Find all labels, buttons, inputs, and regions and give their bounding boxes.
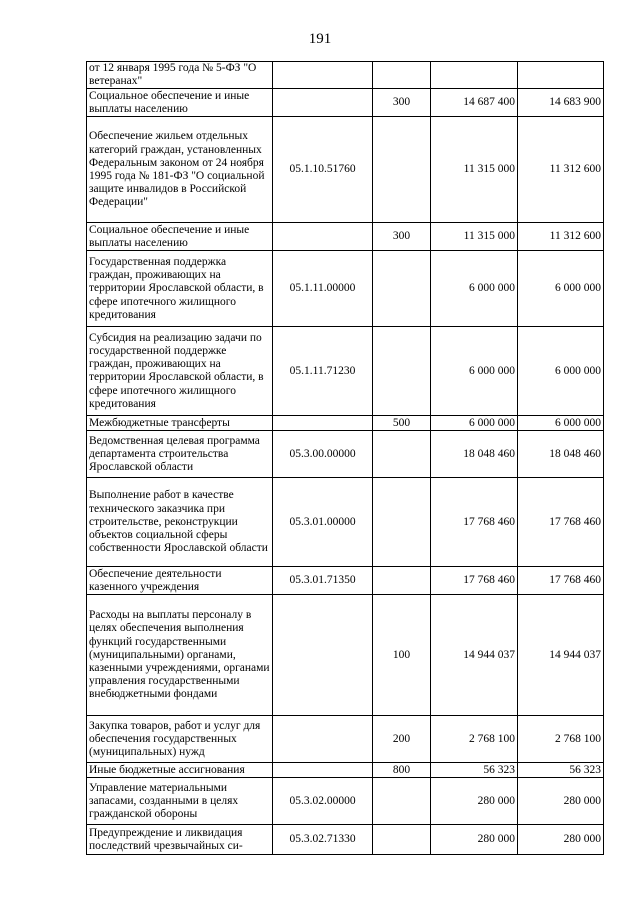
- expense-type-code: [373, 825, 431, 855]
- expense-type-code: [373, 251, 431, 327]
- expense-type-code: [373, 327, 431, 416]
- expense-type-code: [373, 567, 431, 595]
- program-code: [273, 763, 373, 778]
- program-code: [273, 89, 373, 117]
- item-name: Социальное обеспечение и иные выплаты населению: [87, 89, 273, 117]
- amount-1: 2 768 100: [431, 716, 518, 763]
- table-row: [87, 763, 604, 778]
- amount-1: 280 000: [431, 778, 518, 825]
- program-code: [273, 416, 373, 431]
- item-name: Расходы на выплаты персоналу в целях обеспечения выполнения функций государственными (муниципальными) органами, казенными учреждениями, органами управления государственными внебюджетными фондами: [87, 595, 273, 716]
- amount-1: 14 687 400: [431, 89, 518, 117]
- expense-type-code: 300: [373, 89, 431, 117]
- amount-2: 6 000 000: [518, 416, 604, 431]
- item-name: Управление материальными запасами, созданными в целях гражданской обороны: [87, 778, 273, 825]
- program-code: 05.3.01.71350: [273, 567, 373, 595]
- table-row: [87, 416, 604, 431]
- program-code: [273, 595, 373, 716]
- program-code: 05.1.10.51760: [273, 117, 373, 223]
- expense-type-code: [373, 117, 431, 223]
- item-name: Обеспечение жильем отдельных категорий граждан, установленных Федеральным законом от 24 ноября 1995 года № 181-ФЗ "О социальной защите инвалидов в Российской Федерации": [87, 117, 273, 223]
- amount-1: 6 000 000: [431, 416, 518, 431]
- amount-1: 280 000: [431, 825, 518, 855]
- amount-1: 11 315 000: [431, 223, 518, 251]
- program-code: 05.3.02.71330: [273, 825, 373, 855]
- amount-1: 56 323: [431, 763, 518, 778]
- table-row: [87, 327, 604, 416]
- amount-2: 14 683 900: [518, 89, 604, 117]
- program-code: 05.1.11.71230: [273, 327, 373, 416]
- table-row: [87, 117, 604, 223]
- expense-type-code: 800: [373, 763, 431, 778]
- amount-1: 17 768 460: [431, 478, 518, 567]
- expense-type-code: 500: [373, 416, 431, 431]
- page-number: 191: [308, 31, 332, 47]
- amount-1: 6 000 000: [431, 251, 518, 327]
- table-row: [87, 431, 604, 478]
- program-code: [273, 716, 373, 763]
- table-row: [87, 825, 604, 855]
- expense-type-code: 200: [373, 716, 431, 763]
- item-name: Ведомственная целевая программа департамента строительства Ярославской области: [87, 431, 273, 478]
- item-name: Субсидия на реализацию задачи по государственной поддержке граждан, проживающих на территории Ярославской области, в сфере ипотечного жилищного кредитования: [87, 327, 273, 416]
- table-row: [87, 478, 604, 567]
- amount-2: 14 944 037: [518, 595, 604, 716]
- amount-1: 11 315 000: [431, 117, 518, 223]
- item-name: Обеспечение деятельности казенного учреждения: [87, 567, 273, 595]
- table-row: [87, 223, 604, 251]
- item-name: от 12 января 1995 года № 5-ФЗ "О ветеранах": [87, 62, 273, 89]
- expense-type-code: 300: [373, 223, 431, 251]
- amount-2: [518, 62, 604, 89]
- amount-2: 11 312 600: [518, 223, 604, 251]
- amount-1: 14 944 037: [431, 595, 518, 716]
- table-row: [87, 89, 604, 117]
- item-name: Иные бюджетные ассигнования: [87, 763, 273, 778]
- table-row: [87, 251, 604, 327]
- amount-2: 280 000: [518, 778, 604, 825]
- program-code: 05.1.11.00000: [273, 251, 373, 327]
- amount-2: 56 323: [518, 763, 604, 778]
- program-code: [273, 62, 373, 89]
- item-name: Закупка товаров, работ и услуг для обеспечения государственных (муниципальных) нужд: [87, 716, 273, 763]
- amount-2: 2 768 100: [518, 716, 604, 763]
- program-code: [273, 223, 373, 251]
- table-row: [87, 716, 604, 763]
- amount-1: [431, 62, 518, 89]
- expense-type-code: [373, 431, 431, 478]
- amount-1: 17 768 460: [431, 567, 518, 595]
- amount-2: 17 768 460: [518, 567, 604, 595]
- amount-2: 6 000 000: [518, 327, 604, 416]
- table-row: [87, 778, 604, 825]
- amount-1: 6 000 000: [431, 327, 518, 416]
- expense-type-code: 100: [373, 595, 431, 716]
- item-name: Межбюджетные трансферты: [87, 416, 273, 431]
- item-name: Государственная поддержка граждан, проживающих на территории Ярославской области, в сфере ипотечного жилищного кредитования: [87, 251, 273, 327]
- item-name: Выполнение работ в качестве технического заказчика при строительстве, реконструкции объектов социальной сферы собственности Ярославской области: [87, 478, 273, 567]
- expense-type-code: [373, 478, 431, 567]
- program-code: 05.3.01.00000: [273, 478, 373, 567]
- amount-2: 280 000: [518, 825, 604, 855]
- table-row: [87, 595, 604, 716]
- amount-1: 18 048 460: [431, 431, 518, 478]
- amount-2: 6 000 000: [518, 251, 604, 327]
- amount-2: 17 768 460: [518, 478, 604, 567]
- item-name: Предупреждение и ликвидация последствий чрезвычайных си-: [87, 825, 273, 855]
- expense-type-code: [373, 62, 431, 89]
- program-code: 05.3.02.00000: [273, 778, 373, 825]
- amount-2: 11 312 600: [518, 117, 604, 223]
- program-code: 05.3.00.00000: [273, 431, 373, 478]
- item-name: Социальное обеспечение и иные выплаты населению: [87, 223, 273, 251]
- expense-type-code: [373, 778, 431, 825]
- table-row: [87, 567, 604, 595]
- table-row: [87, 62, 604, 89]
- amount-2: 18 048 460: [518, 431, 604, 478]
- budget-table: [86, 61, 604, 855]
